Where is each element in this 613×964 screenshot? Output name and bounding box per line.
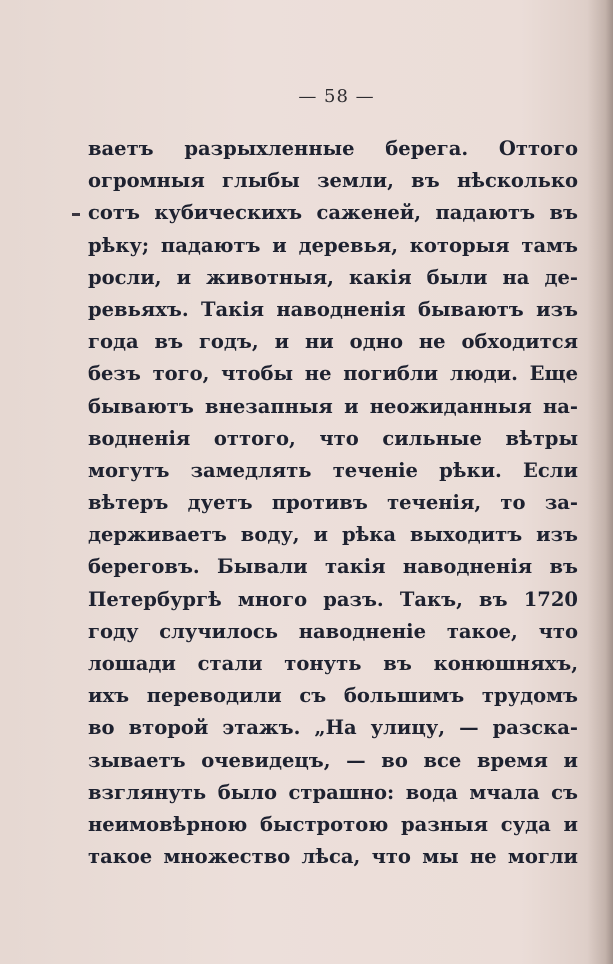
text-line: лошади стали тонуть въ конюшняхъ, — [88, 652, 578, 675]
text-line: рѣку; падаютъ и деревья, которыя тамъ — [88, 233, 578, 257]
text-line: зываетъ очевидецъ, — во все время и — [88, 748, 578, 772]
text-line: во второй этажъ. „На улицу, — разска- — [88, 716, 578, 740]
margin-mark — [72, 213, 80, 216]
text-line: огромныя глыбы земли, въ нѣсколько — [88, 169, 578, 193]
text-line: Петербургѣ много разъ. Такъ, въ 1720 — [88, 587, 578, 611]
text-line: держиваетъ воду, и рѣка выходитъ изъ — [88, 523, 578, 547]
text-line: неимовѣрною быстротою разныя суда и — [88, 812, 578, 836]
text-line: взглянуть было страшно: вода мчала съ — [88, 780, 578, 804]
text-line: такое множество лѣса, что мы не могли — [88, 845, 578, 869]
body-text — [88, 133, 578, 873]
text-line: береговъ. Бывали такія наводненія въ — [88, 555, 578, 579]
text-line: года въ годъ, и ни одно не обходится — [88, 330, 578, 354]
text-line: сотъ кубическихъ саженей, падаютъ въ — [88, 201, 578, 225]
text-line: водненія оттого, что сильные вѣтры — [88, 426, 578, 450]
spine-shadow — [587, 0, 613, 964]
text-line: могутъ замедлять теченіе рѣки. Если — [88, 458, 578, 482]
text-line: ихъ переводили съ большимъ трудомъ — [88, 684, 578, 708]
text-line: бываютъ внезапныя и неожиданныя на- — [88, 394, 578, 418]
page-number: — 58 — — [298, 86, 375, 107]
text-line: безъ того, чтобы не погибли люди. Еще — [88, 362, 578, 386]
text-line: году случилось наводненіе такое, что — [88, 619, 578, 643]
text-line: ревьяхъ. Такія наводненія бываютъ изъ — [88, 297, 578, 321]
text-line: вѣтеръ дуетъ противъ теченія, то за- — [88, 491, 578, 515]
text-line: росли, и животныя, какія были на де- — [88, 265, 578, 289]
text-line: ваетъ разрыхленные берега. Оттого — [88, 137, 578, 160]
